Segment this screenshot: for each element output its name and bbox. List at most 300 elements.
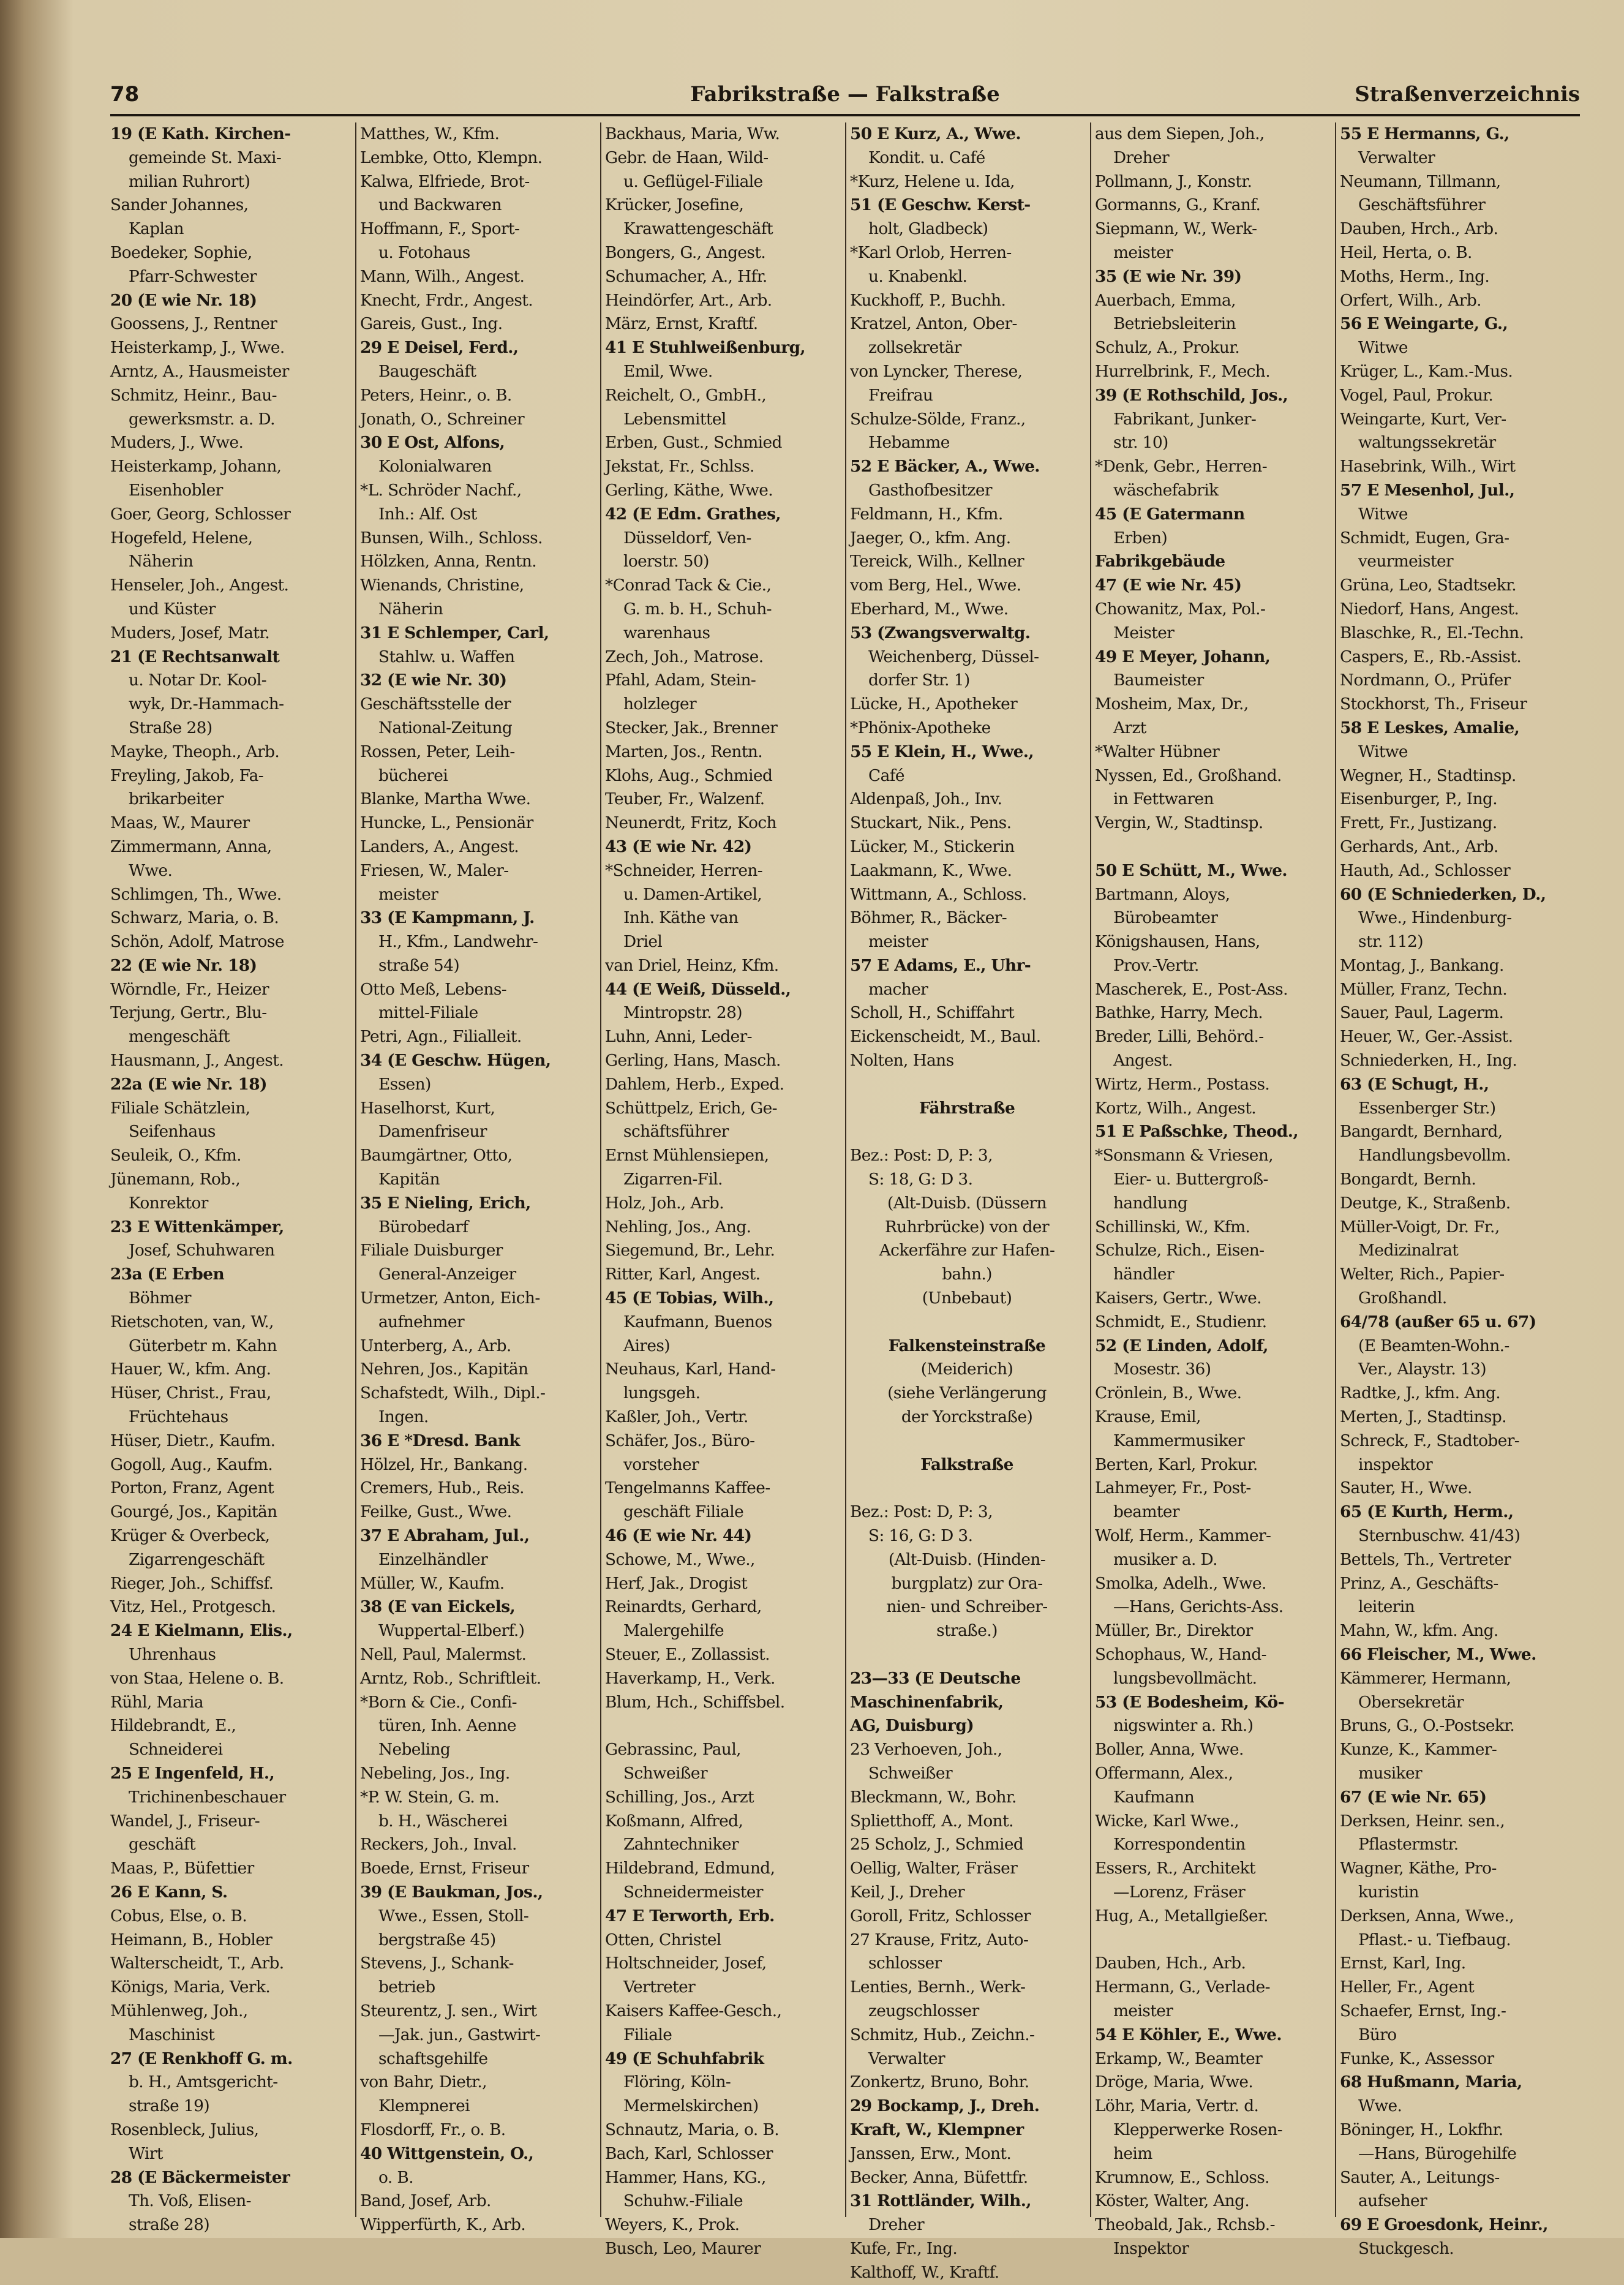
directory-entry: Baumgärtner, Otto, xyxy=(360,1146,513,1165)
directory-entry: Siepmann, W., Werk- xyxy=(1095,219,1257,239)
directory-entry: Josef, Schuhwaren xyxy=(129,1241,275,1260)
directory-entry: Kalwa, Elfriede, Brot- xyxy=(360,171,530,191)
directory-entry: Wandel, J., Friseur- xyxy=(110,1811,260,1831)
directory-entry: *Walter Hübner xyxy=(1095,742,1220,761)
directory-entry: Güterbetr m. Kahn xyxy=(129,1336,277,1355)
directory-entry: (Unbebaut) xyxy=(922,1289,1012,1308)
directory-entry: 50 E Schütt, M., Wwe. xyxy=(1095,860,1287,880)
directory-entry: Wwe. xyxy=(1358,2096,1402,2116)
directory-entry: Band, Josef, Arb. xyxy=(360,2191,491,2211)
directory-entry: Stevens, J., Schank- xyxy=(360,1954,514,1973)
directory-entry: Ver., Alaystr. 13) xyxy=(1358,1360,1486,1379)
directory-entry: gewerksmstr. a. D. xyxy=(129,409,275,429)
directory-entry: Dahlem, Herb., Exped. xyxy=(605,1074,784,1094)
directory-entry: Jonath, O., Schreiner xyxy=(360,409,524,429)
directory-entry: mengeschäft xyxy=(129,1027,230,1047)
directory-entry: *Kurz, Helene u. Ida, xyxy=(850,171,1015,191)
directory-entry: Krüger & Overbeck, xyxy=(110,1526,270,1546)
directory-entry: Rosenbleck, Julius, xyxy=(110,2120,259,2139)
directory-entry: Großhandl. xyxy=(1358,1289,1447,1308)
directory-entry: Muders, J., Wwe. xyxy=(110,433,244,453)
directory-entry: Pfarr-Schwester xyxy=(129,266,257,286)
directory-entry: Kapitän xyxy=(378,1170,440,1189)
spacer xyxy=(850,1073,1084,1097)
directory-entry: Hurrelbrink, F., Mech. xyxy=(1095,361,1270,381)
directory-entry: Eberhard, M., Wwe. xyxy=(850,599,1009,619)
directory-entry: Wörndle, Fr., Heizer xyxy=(110,979,269,999)
directory-entry: Jekstat, Fr., Schlss. xyxy=(605,457,754,476)
directory-entry: 47 E Terworth, Erb. xyxy=(605,1906,775,1925)
directory-entry: Schmitz, Heinr., Bau- xyxy=(110,385,277,405)
directory-entry: —Lorenz, Fräser xyxy=(1113,1882,1246,1902)
directory-entry: Deutge, K., Straßenb. xyxy=(1340,1193,1511,1213)
directory-entry: 37 E Abraham, Jul., xyxy=(360,1526,530,1546)
directory-entry: Gerling, Käthe, Wwe. xyxy=(605,480,773,500)
directory-entry: Tereick, Wilh., Kellner xyxy=(850,552,1024,571)
directory-entry: Th. Voß, Elisen- xyxy=(129,2191,251,2211)
directory-entry: Bangardt, Bernhard, xyxy=(1340,1122,1503,1142)
directory-entry: Früchtehaus xyxy=(129,1407,228,1427)
directory-entry: Handlungsbevollm. xyxy=(1358,1146,1511,1165)
directory-entry: schlosser xyxy=(868,1954,942,1973)
directory-entry: Derksen, Anna, Wwe., xyxy=(1340,1906,1514,1925)
directory-entry: 52 (E Linden, Adolf, xyxy=(1095,1336,1268,1355)
directory-entry: Schafstedt, Wilh., Dipl.- xyxy=(360,1383,546,1403)
directory-entry: Unterberg, A., Arb. xyxy=(360,1336,511,1355)
directory-entry: Porton, Franz, Agent xyxy=(110,1478,274,1498)
directory-entry: Laakmann, K., Wwe. xyxy=(850,860,1012,880)
spacer xyxy=(850,1311,1084,1334)
directory-entry: Theobald, Jak., Rchsb.- xyxy=(1095,2215,1275,2235)
directory-entry: Wicke, Karl Wwe., xyxy=(1095,1811,1239,1831)
directory-entry: Urmetzer, Anton, Eich- xyxy=(360,1289,540,1308)
directory-entry: Geschäftsführer xyxy=(1358,195,1486,215)
spacer xyxy=(850,1120,1084,1144)
directory-entry: Ackerfähre zur Hafen- xyxy=(879,1241,1055,1260)
directory-entry: Reckers, Joh., Inval. xyxy=(360,1835,517,1854)
directory-entry: Damenfriseur xyxy=(378,1122,487,1142)
directory-entry: Witwe xyxy=(1358,338,1408,358)
directory-entry: Blaschke, R., El.-Techn. xyxy=(1340,623,1524,642)
directory-entry: 42 (E Edm. Grathes, xyxy=(605,504,781,524)
directory-entry: Weyers, K., Prok. xyxy=(605,2215,740,2235)
directory-entry: Stockhorst, Th., Friseur xyxy=(1340,695,1527,714)
directory-entry: Betriebsleiterin xyxy=(1113,314,1236,334)
directory-entry: Matthes, W., Kfm. xyxy=(360,124,500,143)
directory-entry: vom Berg, Hel., Wwe. xyxy=(850,576,1021,595)
directory-entry: Arntz, Rob., Schriftleit. xyxy=(360,1668,541,1688)
directory-entry: der Yorckstraße) xyxy=(901,1407,1033,1427)
directory-entry: Nebeling, Jos., Ing. xyxy=(360,1763,510,1783)
directory-entry: 22a (E wie Nr. 18) xyxy=(110,1074,267,1094)
directory-entry: Landers, A., Angest. xyxy=(360,837,519,856)
directory-entry: Wienands, Christine, xyxy=(360,576,524,595)
directory-entry: Luhn, Anni, Leder- xyxy=(605,1027,752,1047)
directory-entry: 63 (E Schugt, H., xyxy=(1340,1074,1489,1094)
directory-entry: Hildebrand, Edmund, xyxy=(605,1859,775,1878)
directory-entry: Neuhaus, Karl, Hand- xyxy=(605,1360,776,1379)
directory-entry: 43 (E wie Nr. 42) xyxy=(605,837,752,856)
directory-entry: Freyling, Jakob, Fa- xyxy=(110,766,264,785)
directory-entry: Ernst, Karl, Ing. xyxy=(1340,1954,1466,1973)
directory-entry: Böhmer xyxy=(129,1289,191,1308)
directory-entry: Wuppertal-Elberf.) xyxy=(378,1621,525,1641)
directory-entry: Vitz, Hel., Protgesch. xyxy=(110,1597,276,1617)
street-heading: Falkstraße xyxy=(920,1455,1013,1474)
directory-entry: Hammer, Hans, KG., xyxy=(605,2167,766,2187)
directory-entry: 60 (E Schniederken, D., xyxy=(1340,884,1546,904)
directory-entry: AG, Duisburg) xyxy=(850,1716,974,1736)
directory-entry: Café xyxy=(868,766,904,785)
directory-entry: Derksen, Heinr. sen., xyxy=(1340,1811,1505,1831)
directory-entry: straße 19) xyxy=(129,2096,210,2116)
directory-entry: Büro xyxy=(1358,2025,1397,2044)
directory-entry: Jünemann, Rob., xyxy=(110,1170,241,1189)
directory-entry: Busch, Leo, Maurer xyxy=(605,2238,761,2258)
directory-entry: heim xyxy=(1113,2144,1152,2163)
directory-entry: u. Geflügel-Filiale xyxy=(623,171,763,191)
directory-entry: Königs, Maria, Verk. xyxy=(110,1978,271,1997)
directory-entry: Muders, Josef, Matr. xyxy=(110,623,270,642)
directory-entry: Bez.: Post: D, P: 3, xyxy=(850,1146,993,1165)
directory-entry: nien- und Schreiber- xyxy=(886,1597,1048,1617)
directory-entry: Zech, Joh., Matrose. xyxy=(605,647,764,666)
directory-entry: Stecker, Jak., Brenner xyxy=(605,718,778,737)
directory-entry: meister xyxy=(1113,2001,1173,2020)
directory-entry: Obersekretär xyxy=(1358,1692,1464,1712)
directory-entry: von Lyncker, Therese, xyxy=(850,361,1023,381)
directory-entry: Sauter, H., Wwe. xyxy=(1340,1478,1472,1498)
directory-entry: S: 18, G: D 3. xyxy=(868,1170,973,1189)
directory-entry: Klepperwerke Rosen- xyxy=(1113,2120,1283,2139)
directory-entry: Schillinski, W., Kfm. xyxy=(1095,1217,1250,1237)
directory-entry: 51 (E Geschw. Kerst- xyxy=(850,195,1031,215)
directory-entry: Ernst Mühlensiepen, xyxy=(605,1146,769,1165)
directory-entry: Goossens, J., Rentner xyxy=(110,314,277,334)
directory-entry: Haselhorst, Kurt, xyxy=(360,1098,495,1118)
directory-entry: straße 54) xyxy=(378,955,460,975)
directory-entry: u. Knabenkl. xyxy=(868,266,968,286)
directory-entry: Bettels, Th., Vertreter xyxy=(1340,1549,1511,1569)
directory-entry: Wwe. xyxy=(129,860,173,880)
directory-entry: 41 E Stuhlweißenburg, xyxy=(605,338,806,358)
directory-entry: 66 Fleischer, M., Wwe. xyxy=(1340,1645,1536,1664)
street-heading: Fährstraße xyxy=(919,1098,1015,1118)
spacer xyxy=(850,1429,1084,1453)
directory-entry: Schniederken, H., Ing. xyxy=(1340,1051,1517,1071)
directory-entry: 68 Hußmann, Maria, xyxy=(1340,2072,1522,2092)
street-heading: Falkensteinstraße xyxy=(888,1336,1046,1355)
directory-entry: Uhrenhaus xyxy=(129,1645,216,1664)
directory-entry: 47 (E wie Nr. 45) xyxy=(1095,576,1242,595)
directory-entry: Bongardt, Bernh. xyxy=(1340,1170,1476,1189)
directory-entry: Kalthoff, W., Kraftf. xyxy=(850,2262,999,2282)
directory-entry: Berten, Karl, Prokur. xyxy=(1095,1455,1258,1474)
directory-entry: Schäfer, Jos., Büro- xyxy=(605,1431,755,1450)
directory-entry: Seifenhaus xyxy=(129,1122,216,1142)
directory-entry: Kondit. u. Café xyxy=(868,148,985,167)
directory-entry: Holz, Joh., Arb. xyxy=(605,1193,724,1213)
directory-entry: str. 10) xyxy=(1113,433,1168,453)
directory-entry: Maas, P., Büfettier xyxy=(110,1859,254,1878)
directory-entry: beamter xyxy=(1113,1502,1179,1522)
directory-entry: Heil, Herta, o. B. xyxy=(1340,243,1472,262)
directory-entry: meister xyxy=(1113,243,1173,262)
directory-entry: Sternbuschw. 41/43) xyxy=(1358,1526,1521,1546)
directory-entry: Gasthofbesitzer xyxy=(868,480,992,500)
spacer xyxy=(850,1643,1084,1667)
directory-entry: 57 E Adams, E., Uhr- xyxy=(850,955,1031,975)
directory-entry: inspektor xyxy=(1358,1455,1433,1474)
directory-entry: bücherei xyxy=(378,766,448,785)
directory-entry: Mosheim, Max, Dr., xyxy=(1095,695,1249,714)
directory-entry: 29 Bockamp, J., Dreh. xyxy=(850,2096,1040,2116)
directory-entry: von Staa, Helene o. B. xyxy=(110,1668,284,1688)
directory-entry: 69 E Groesdonk, Heinr., xyxy=(1340,2215,1548,2235)
directory-entry: Müller, W., Kaufm. xyxy=(360,1573,505,1593)
directory-entry: Vertreter xyxy=(623,1978,696,1997)
directory-entry: 30 E Ost, Alfons, xyxy=(360,433,505,453)
directory-entry: Schowe, M., Wwe., xyxy=(605,1549,755,1569)
directory-entry: Baugeschäft xyxy=(378,361,476,381)
directory-entry: Dröge, Maria, Wwe. xyxy=(1095,2072,1254,2092)
directory-entry: Knecht, Frdr., Angest. xyxy=(360,290,533,310)
directory-entry: Chowanitz, Max, Pol.- xyxy=(1095,599,1266,619)
directory-entry: Zonkertz, Bruno, Bohr. xyxy=(850,2072,1029,2092)
directory-entry: Lahmeyer, Fr., Post- xyxy=(1095,1478,1251,1498)
directory-entry: National-Zeitung xyxy=(378,718,513,737)
directory-entry: Herf, Jak., Drogist xyxy=(605,1573,748,1593)
directory-entry: Böninger, H., Lokfhr. xyxy=(1340,2120,1503,2139)
directory-entry: 35 E Nieling, Erich, xyxy=(360,1193,531,1213)
spacer xyxy=(850,1477,1084,1500)
directory-entry: Schuhw.-Filiale xyxy=(623,2191,743,2211)
directory-entry: Malergehilfe xyxy=(623,1621,724,1641)
directory-entry: H., Kfm., Landwehr- xyxy=(378,932,538,952)
directory-entry: Ingen. xyxy=(378,1407,429,1427)
directory-entry: kuristin xyxy=(1358,1882,1419,1902)
directory-entry: Meister xyxy=(1113,623,1175,642)
directory-entry: Offermann, Alex., xyxy=(1095,1763,1233,1783)
column-1 xyxy=(110,122,355,2235)
directory-entry: Gebr. de Haan, Wild- xyxy=(605,148,769,167)
directory-entry: Hildebrandt, E., xyxy=(110,1716,236,1736)
directory-entry: Hug, A., Metallgießer. xyxy=(1095,1906,1268,1925)
directory-entry: (siehe Verlängerung xyxy=(887,1383,1047,1403)
directory-entry: 55 E Hermanns, G., xyxy=(1340,124,1509,143)
directory-entry: Straße 28) xyxy=(129,718,212,737)
directory-entry: Krücker, Josefine, xyxy=(605,195,744,215)
directory-entry: 24 E Kielmann, Elis., xyxy=(110,1621,293,1641)
directory-entry: 36 E *Dresd. Bank xyxy=(360,1431,520,1450)
directory-entry: Vogel, Paul, Prokur. xyxy=(1340,385,1494,405)
directory-entry: Emil, Wwe. xyxy=(623,361,713,381)
directory-entry: Kämmerer, Hermann, xyxy=(1340,1668,1511,1688)
directory-entry: Heimann, B., Hobler xyxy=(110,1930,273,1949)
directory-entry: Becker, Anna, Büfettfr. xyxy=(850,2167,1028,2187)
column-3 xyxy=(600,122,845,2258)
directory-entry: Hausmann, J., Angest. xyxy=(110,1051,284,1071)
directory-entry: Stahlw. u. Waffen xyxy=(378,647,515,666)
directory-entry: Blanke, Martha Wwe. xyxy=(360,789,531,809)
directory-entry: Nehren, Jos., Kapitän xyxy=(360,1360,528,1379)
directory-entry: 23—33 (E Deutsche xyxy=(850,1668,1021,1688)
directory-entry: Hermann, G., Verlade- xyxy=(1095,1978,1270,1997)
directory-entry: burgplatz) zur Ora- xyxy=(891,1573,1043,1593)
directory-entry: Steurentz, J. sen., Wirt xyxy=(360,2001,537,2020)
directory-entry: Rietschoten, van, W., xyxy=(110,1312,274,1331)
directory-entry: Pollmann, J., Konstr. xyxy=(1095,171,1252,191)
directory-entry: 53 (E Bodesheim, Kö- xyxy=(1095,1692,1284,1712)
directory-entry: Huncke, L., Pensionär xyxy=(360,813,533,833)
directory-entry: Schön, Adolf, Matrose xyxy=(110,932,284,952)
directory-entry: Flosdorff, Fr., o. B. xyxy=(360,2120,506,2139)
directory-entry: Dauben, Hrch., Arb. xyxy=(1340,219,1498,239)
directory-entry: Nell, Paul, Malermst. xyxy=(360,1645,527,1664)
directory-entry: Montag, J., Bankang. xyxy=(1340,955,1504,975)
directory-entry: loerstr. 50) xyxy=(623,552,709,571)
directory-entry: Schüttpelz, Erich, Ge- xyxy=(605,1098,777,1118)
directory-entry: Pflast.- u. Tiefbaug. xyxy=(1358,1930,1511,1949)
directory-entry: lungsgeh. xyxy=(623,1383,701,1403)
directory-entry: Kortz, Wilh., Angest. xyxy=(1095,1098,1257,1118)
directory-entry: Kaßler, Joh., Vertr. xyxy=(605,1407,748,1427)
directory-entry: wäschefabrik xyxy=(1113,480,1219,500)
directory-entry: Wolf, Herm., Kammer- xyxy=(1095,1526,1271,1546)
directory-entry: Inh.: Alf. Ost xyxy=(378,504,477,524)
directory-entry: 39 (E Baukman, Jos., xyxy=(360,1882,543,1902)
directory-entry: Smolka, Adelh., Wwe. xyxy=(1095,1573,1266,1593)
directory-entry: G. m. b. H., Schuh- xyxy=(623,599,772,619)
directory-entry: Dreher xyxy=(868,2215,925,2235)
directory-entry: Heisterkamp, Johann, xyxy=(110,457,282,476)
directory-entry: Schmidt, E., Studienr. xyxy=(1095,1312,1267,1331)
directory-entry: 32 (E wie Nr. 30) xyxy=(360,671,507,690)
directory-entry: Mosestr. 36) xyxy=(1113,1360,1211,1379)
directory-entry: brikarbeiter xyxy=(129,789,224,809)
directory-entry: Essers, R., Architekt xyxy=(1095,1859,1256,1878)
directory-entry: Maschinenfabrik, xyxy=(850,1692,1004,1712)
directory-entry: 44 (E Weiß, Düsseld., xyxy=(605,979,791,999)
directory-entry: Schulz, A., Prokur. xyxy=(1095,338,1240,358)
directory-entry: Grüna, Leo, Stadtsekr. xyxy=(1340,576,1516,595)
directory-entry: Hauer, W., kfm. Ang. xyxy=(110,1360,271,1379)
directory-entry: Kammermusiker xyxy=(1113,1431,1245,1450)
directory-entry: aufnehmer xyxy=(378,1312,464,1331)
directory-entry: leiterin xyxy=(1358,1597,1415,1617)
directory-entry: Schmidt, Eugen, Gra- xyxy=(1340,528,1509,548)
directory-entry: —Hans, Bürogehilfe xyxy=(1358,2144,1517,2163)
directory-entry: 51 E Paßschke, Theod., xyxy=(1095,1122,1298,1142)
directory-entry: Mahn, W., kfm. Ang. xyxy=(1340,1621,1498,1641)
directory-entry: Müller-Voigt, Dr. Fr., xyxy=(1340,1217,1500,1237)
directory-entry: Gerling, Hans, Masch. xyxy=(605,1051,781,1071)
directory-entry: Stuckgesch. xyxy=(1358,2238,1454,2258)
directory-entry: schäftsführer xyxy=(623,1122,729,1142)
directory-entry: geschäft Filiale xyxy=(623,1502,744,1522)
directory-entry: betrieb xyxy=(378,1978,435,1997)
directory-entry: Schwarz, Maria, o. B. xyxy=(110,908,279,928)
directory-entry: Koßmann, Alfred, xyxy=(605,1811,743,1831)
directory-entry: Weichenberg, Düssel- xyxy=(868,647,1039,666)
directory-entry: Funke, K., Assessor xyxy=(1340,2049,1494,2068)
directory-entry: 40 Wittgenstein, O., xyxy=(360,2144,534,2163)
directory-entry: Müller, Br., Direktor xyxy=(1095,1621,1253,1641)
directory-entry: Backhaus, Maria, Ww. xyxy=(605,124,780,143)
directory-entry: 39 (E Rothschild, Jos., xyxy=(1095,385,1288,405)
directory-entry: dorfer Str. 1) xyxy=(868,671,970,690)
directory-entry: Geschäftsstelle der xyxy=(360,695,511,714)
directory-entry: straße.) xyxy=(936,1621,998,1641)
directory-entry: Haverkamp, H., Verk. xyxy=(605,1668,775,1688)
directory-entry: Wipperfürth, K., Arb. xyxy=(360,2215,526,2235)
directory-entry: Lücke, H., Apotheker xyxy=(850,695,1018,714)
directory-entry: (Alt-Duisb. (Hinden- xyxy=(888,1549,1046,1569)
spacer xyxy=(1095,1929,1329,1952)
directory-entry: —Hans, Gerichts-Ass. xyxy=(1113,1597,1284,1617)
directory-entry: und Backwaren xyxy=(378,195,502,215)
directory-entry: bergstraße 45) xyxy=(378,1930,496,1949)
directory-entry: 52 E Bäcker, A., Wwe. xyxy=(850,457,1040,476)
directory-entry: Wirtz, Herm., Postass. xyxy=(1095,1074,1270,1094)
directory-entry: Bürobedarf xyxy=(378,1217,468,1237)
directory-entry: Reinardts, Gerhard, xyxy=(605,1597,762,1617)
directory-entry: Essenberger Str.) xyxy=(1358,1098,1496,1118)
directory-entry: 22 (E wie Nr. 18) xyxy=(110,955,257,975)
directory-entry: Schilling, Jos., Arzt xyxy=(605,1787,754,1807)
directory-entry: von Bahr, Dietr., xyxy=(360,2072,487,2092)
directory-entry: Verwalter xyxy=(868,2049,945,2068)
directory-entry: Fabrikant, Junker- xyxy=(1113,409,1257,429)
directory-entry: Maas, W., Maurer xyxy=(110,813,250,833)
directory-entry: Schaefer, Ernst, Ing.- xyxy=(1340,2001,1506,2020)
directory-entry: lungsbevollmächt. xyxy=(1113,1668,1257,1688)
directory-entry: Merten, J., Stadtinsp. xyxy=(1340,1407,1506,1427)
directory-entry: vorsteher xyxy=(623,1455,699,1474)
directory-entry: Eier- u. Buttergroß- xyxy=(1113,1170,1268,1189)
directory-entry: Reichelt, O., GmbH., xyxy=(605,385,767,405)
directory-entry: Hogefeld, Helene, xyxy=(110,528,253,548)
directory-entry: Breder, Lilli, Behörd.- xyxy=(1095,1027,1264,1047)
directory-entry: Bruns, G., O.-Postsekr. xyxy=(1340,1716,1515,1736)
column-6 xyxy=(1335,122,1580,2258)
directory-entry: 49 E Meyer, Johann, xyxy=(1095,647,1271,666)
directory-entry: Lembke, Otto, Klempn. xyxy=(360,148,543,167)
directory-entry: Feilke, Gust., Wwe. xyxy=(360,1502,512,1522)
directory-entry: Hölzel, Hr., Bankang. xyxy=(360,1455,528,1474)
directory-entry: 45 (E Tobias, Wilh., xyxy=(605,1289,774,1308)
directory-entry: Nyssen, Ed., Großhand. xyxy=(1095,766,1282,785)
directory-entry: Seuleik, O., Kfm. xyxy=(110,1146,241,1165)
directory-entry: Neumann, Tillmann, xyxy=(1340,171,1501,191)
directory-entry: —Jak. jun., Gastwirt- xyxy=(378,2025,541,2044)
directory-entry: *Karl Orlob, Herren- xyxy=(850,243,1012,262)
directory-entry: Prinz, A., Geschäfts- xyxy=(1340,1573,1498,1593)
directory-entry: Schophaus, W., Hand- xyxy=(1095,1645,1266,1664)
directory-entry: macher xyxy=(868,979,928,999)
directory-entry: gemeinde St. Maxi- xyxy=(129,148,282,167)
directory-entry: Wegner, H., Stadtinsp. xyxy=(1340,766,1516,785)
directory-entry: Niedorf, Hans, Angest. xyxy=(1340,599,1519,619)
directory-entry: Düsseldorf, Ven- xyxy=(623,528,751,548)
directory-entry: Bartmann, Aloys, xyxy=(1095,884,1230,904)
directory-entry: Schumacher, A., Hfr. xyxy=(605,266,767,286)
directory-entry: Schlimgen, Th., Wwe. xyxy=(110,884,282,904)
directory-entry: *Denk, Gebr., Herren- xyxy=(1095,457,1268,476)
directory-entry: straße 28) xyxy=(129,2215,210,2235)
directory-entry: u. Damen-Artikel, xyxy=(623,884,762,904)
directory-entry: Gebrassinc, Paul, xyxy=(605,1740,741,1760)
